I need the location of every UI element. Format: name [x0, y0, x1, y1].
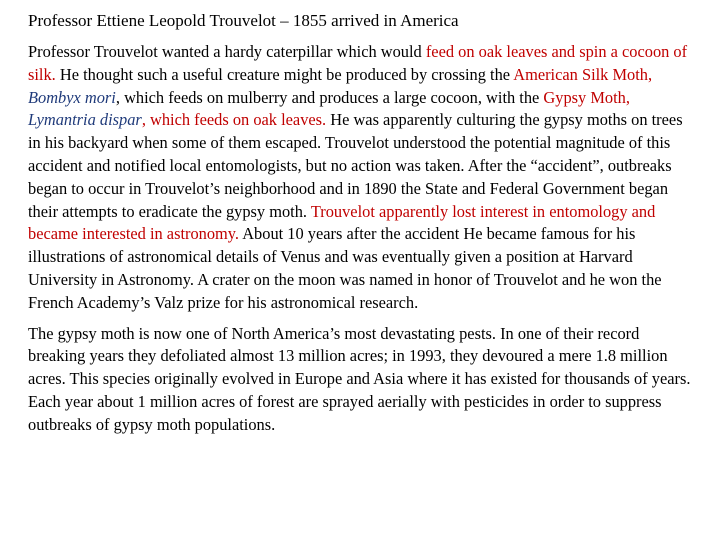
- slide-content: [28, 10, 696, 445]
- paragraph-trouvelot-history: [28, 41, 696, 315]
- slide-title: Professor Ettiene Leopold Trouvelot – 1855 arrived in America: [28, 11, 459, 30]
- highlight-gypsy-moth: Gypsy Moth,: [543, 87, 630, 107]
- highlight-american-silk-moth: American Silk Moth,: [513, 64, 653, 84]
- paragraph-gypsy-moth-impact: The gypsy moth is now one of North America’s most devastating pests. In one of their record breaking years they defoliated almost 13 million acres; in 1993, they devoured a mere 1.8 million acres. This species originally evolved in Europe and Asia where it has existed for thousands of years. Each year about 1 million acres of forest are sprayed aerially with pesticides in order to suppress outbreaks of gypsy moth populations.: [28, 323, 691, 434]
- text-run: He was apparently culturing the gypsy moths on trees in his backyard when some of them escaped. Trouvelot understood the potential magnitude of this accident and notified local entomologists, but no action was taken. After the “accident”, outbreaks began to occur in Trouvelot’s neighborhood and in 1890 the State and Federal Government began their attempts to eradicate the gypsy moth.: [28, 110, 683, 221]
- text-run: ,: [115, 87, 120, 107]
- species-name-bombyx-mori: Bombyx mori: [28, 87, 116, 107]
- text-run: Professor Trouvelot wanted a hardy caterpillar which would: [28, 42, 426, 61]
- species-name-lymantria-dispar: Lymantria dispar: [28, 110, 142, 130]
- highlight-oak-silk: feed on oak leaves and spin a cocoon of silk.: [28, 42, 688, 84]
- text-run: About 10 years after the accident He became famous for his illustrations of astronomical details of Venus and was eventually given a position at Harvard University in Astronomy. A crater on the moon was named in honor of Trouvelot and he won the French Academy’s Valz prize for his astronomical research.: [28, 224, 662, 312]
- text-run: which feeds on mulberry and produces a large cocoon, with the: [119, 87, 544, 107]
- text-run: He thought such a useful creature might be produced by crossing the: [55, 64, 514, 84]
- highlight-astronomy-interest: Trouvelot apparently lost interest in entomology and became interested in astronomy.: [28, 201, 656, 244]
- highlight-feeds-on-oak: , which feeds on oak leaves.: [141, 110, 327, 130]
